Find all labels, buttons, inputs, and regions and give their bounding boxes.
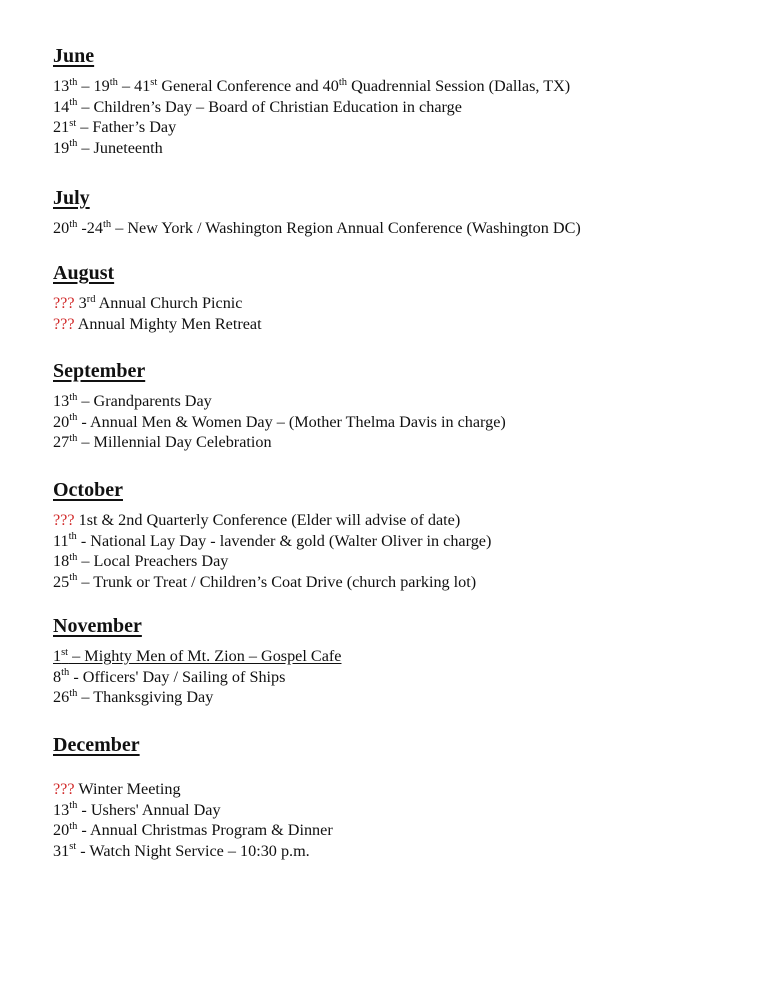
month-heading: August bbox=[53, 262, 115, 284]
event-item bbox=[53, 779, 333, 800]
event-item: 19th – Juneteenth bbox=[53, 138, 163, 157]
event-list bbox=[53, 646, 341, 708]
unknown-date-marker: ??? bbox=[53, 294, 75, 312]
event-item: 21st – Father’s Day bbox=[53, 117, 177, 136]
event-list bbox=[53, 391, 506, 453]
event-list bbox=[53, 510, 491, 592]
month-june bbox=[53, 44, 570, 158]
unknown-date-marker: ??? bbox=[53, 314, 75, 333]
event-item: 13th – 19th – 41st General Conference and 40th Quadrennial Session (Dallas, TX) bbox=[53, 76, 571, 95]
month-november bbox=[53, 614, 341, 708]
event-item: 13th – Grandparents Day bbox=[53, 391, 212, 410]
event-item: 31st - Watch Night Service – 10:30 p.m. bbox=[53, 841, 310, 860]
month-july bbox=[53, 186, 581, 239]
event-item bbox=[53, 314, 262, 335]
month-heading: July bbox=[53, 187, 90, 209]
event-text: 1st & 2nd Quarterly Conference (Elder will advise of date) bbox=[74, 511, 461, 529]
event-list bbox=[53, 218, 581, 239]
event-list bbox=[53, 293, 262, 334]
event-list bbox=[53, 76, 570, 158]
event-text: Annual Mighty Men Retreat bbox=[74, 314, 262, 333]
event-text: Winter Meeting bbox=[74, 780, 181, 798]
event-item: 13th - Ushers' Annual Day bbox=[53, 800, 221, 819]
event-item bbox=[53, 293, 262, 314]
unknown-date-marker: ??? bbox=[53, 780, 75, 798]
month-heading: September bbox=[53, 360, 146, 382]
month-heading: December bbox=[53, 734, 140, 756]
event-item: 27th – Millennial Day Celebration bbox=[53, 432, 272, 451]
event-item: 14th – Children’s Day – Board of Christian Education in charge bbox=[53, 97, 462, 116]
month-heading: November bbox=[53, 615, 142, 637]
event-item: 26th – Thanksgiving Day bbox=[53, 687, 214, 706]
event-item bbox=[53, 510, 491, 531]
event-item: 1st – Mighty Men of Mt. Zion – Gospel Cafe bbox=[53, 646, 342, 665]
event-item: 8th - Officers' Day / Sailing of Ships bbox=[53, 667, 286, 686]
event-item: 20th -24th – New York / Washington Region Annual Conference (Washington DC) bbox=[53, 218, 581, 237]
unknown-date-marker: ??? bbox=[53, 511, 75, 529]
event-item: 20th - Annual Christmas Program & Dinner bbox=[53, 820, 333, 839]
month-december bbox=[53, 733, 333, 861]
month-heading: June bbox=[53, 45, 95, 67]
month-september bbox=[53, 359, 506, 453]
event-item: 20th - Annual Men & Women Day – (Mother Thelma Davis in charge) bbox=[53, 412, 506, 431]
month-heading: October bbox=[53, 479, 123, 501]
event-text: 3rd Annual Church Picnic bbox=[74, 293, 243, 312]
month-august bbox=[53, 261, 262, 334]
event-list bbox=[53, 779, 333, 861]
event-item: 18th – Local Preachers Day bbox=[53, 551, 229, 570]
event-item: 11th - National Lay Day - lavender & gold (Walter Oliver in charge) bbox=[53, 531, 492, 550]
event-item: 25th – Trunk or Treat / Children’s Coat Drive (church parking lot) bbox=[53, 572, 477, 591]
month-october bbox=[53, 478, 491, 592]
